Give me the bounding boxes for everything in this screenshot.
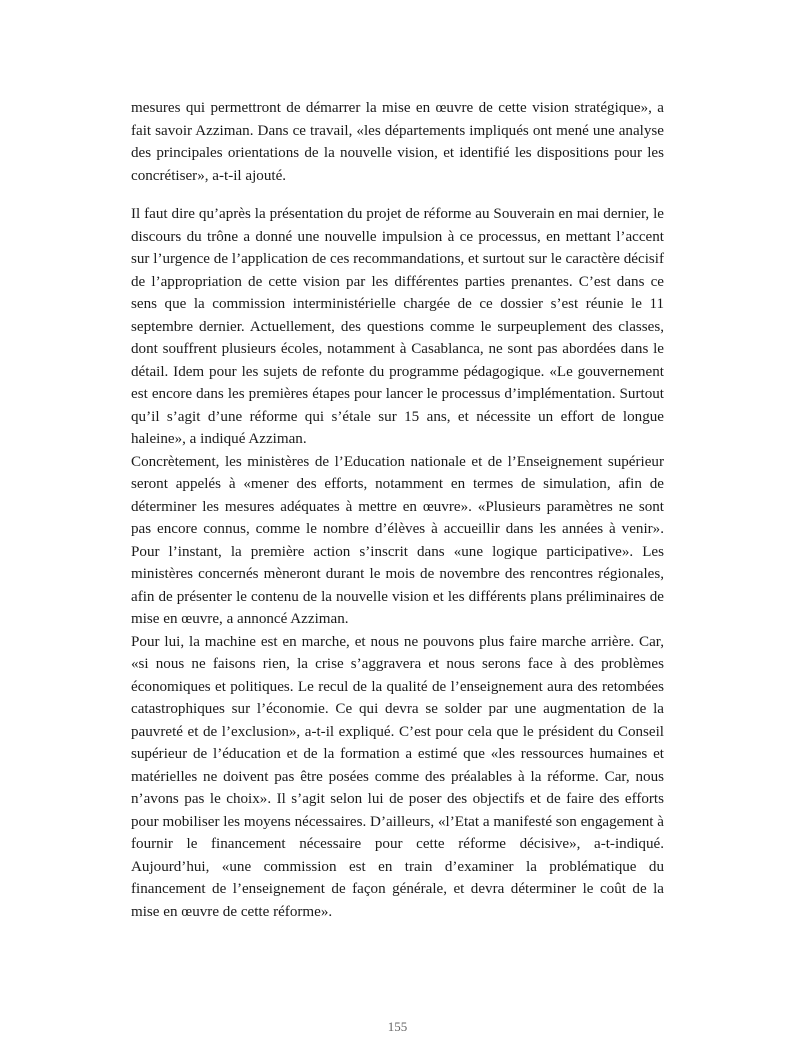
page-number: 155 xyxy=(387,1019,408,1034)
body-text xyxy=(131,97,664,923)
paragraph-3: Concrètement, les ministères de l’Education nationale et de l’Enseignement supérieur seront appelés à «mener des efforts, notamment en termes de simulation, afin de déterminer les mesures adéquates à mettre en œuvre». «Plusieurs paramètres ne sont pas encore connus, comme le nombre d’élèves à accueillir dans les années à venir». Pour l’instant, la première action s’inscrit dans «une logique participative». Les ministères concernés mèneront durant le mois de novembre des rencontres régionales, afin de présenter le contenu de la nouvelle vision et les différents plans préliminaires de mise en œuvre, a annoncé Azziman. xyxy=(131,453,664,627)
paragraph-1: mesures qui permettront de démarrer la mise en œuvre de cette vision stratégique», a fait savoir Azziman. Dans ce travail, «les départements impliqués ont mené une analyse des principales orientations de la nouvelle vision, et identifié les dispositions pour les concrétiser», a-t-il ajouté. xyxy=(131,100,664,184)
paragraph-4: Pour lui, la machine est en marche, et nous ne pouvons plus faire marche arrière. Car, «si nous ne faisons rien, la crise s’aggravera et nous serons face à des problèmes économiques et politiques. Le recul de la qualité de l’enseignement aura des retombées catastrophiques sur l’économie. Ce qui devra se solder par une augmentation de la pauvreté et de l’exclusion», a-t-il expliqué. C’est pour cela que le président du Conseil supérieur de l’éducation et de la formation a estimé que «les ressources humaines et matérielles ne doivent pas être posées comme des préalables à la réforme. Car, nous n’avons pas le choix». Il s’agit selon lui de poser des objectifs et de faire des efforts pour mobiliser les moyens nécessaires. D’ailleurs, «l’Etat a manifesté son engagement à fournir le financement nécessaire pour cette réforme décisive», a-t-indiqué. Aujourd’hui, «une commission est en train d’examiner la problématique du financement de l’enseignement de façon générale, et devra déterminer le coût de la mise en œuvre de cette réforme». xyxy=(131,633,664,920)
paragraph-2: Il faut dire qu’après la présentation du projet de réforme au Souverain en mai dernier, le discours du trône a donné une nouvelle impulsion à ce processus, en mettant l’accent sur l’urgence de l’application de ces recommandations, et surtout sur le caractère décisif de l’appropriation de cette vision par les différentes parties prenantes. C’est dans ce sens que la commission interministérielle chargée de ce dossier s’est réunie le 11 septembre dernier. Actuellement, des questions comme le surpeuplement des classes, dont souffrent plusieurs écoles, notamment à Casablanca, ne sont pas abordées dans le détail. Idem pour les sujets de refonte du programme pédagogique. «Le gouvernement est encore dans les premières étapes pour lancer le processus d’implémentation. Surtout qu’il s’agit d’une réforme qui s’étale sur 15 ans, et nécessite un effort de longue haleine», a indiqué Azziman. xyxy=(131,206,664,447)
